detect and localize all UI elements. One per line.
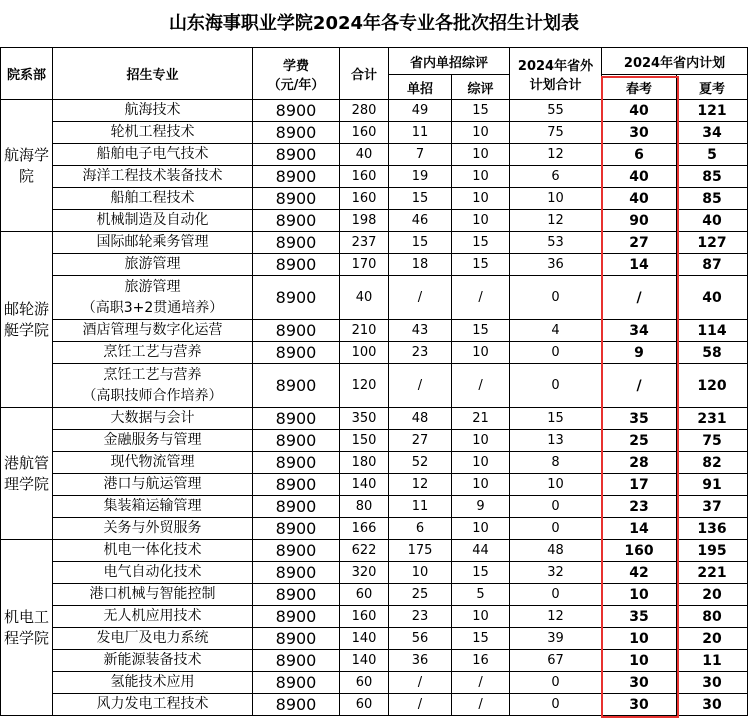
major-name: 轮机工程技术 [110,124,195,140]
fee-cell: 8900 [253,320,340,342]
total-cell: 140 [340,650,389,672]
outprov-cell: 0 [510,672,602,694]
total-cell: 80 [340,496,389,518]
summer-cell: 37 [677,496,748,518]
single-cell: 36 [389,650,452,672]
spring-cell: 10 [602,628,677,650]
major-name: 旅游管理 [124,256,181,272]
single-cell: 10 [389,562,452,584]
outprov-cell: 6 [510,166,602,188]
major-name: 风力发电工程技术 [96,696,209,712]
total-cell: 60 [340,672,389,694]
single-cell: 23 [389,606,452,628]
total-cell: 160 [340,122,389,144]
total-cell: 40 [340,144,389,166]
outprov-cell: 10 [510,474,602,496]
total-cell: 170 [340,254,389,276]
outprov-cell: 0 [510,584,602,606]
major-note: （高职3+2贯通培养） [81,299,224,316]
comprehensive-cell: 10 [452,210,510,232]
major-cell [53,584,253,606]
major-cell [53,562,253,584]
spring-cell: 27 [602,232,677,254]
total-cell: 622 [340,540,389,562]
major-cell [53,320,253,342]
major-name: 酒店管理与数字化运营 [82,322,223,338]
table-row [1,584,748,606]
single-cell: 43 [389,320,452,342]
header-total: 合计 [340,48,389,100]
table-row [1,408,748,430]
single-cell: 52 [389,452,452,474]
major-cell [53,408,253,430]
comprehensive-cell: 15 [452,628,510,650]
spring-cell: 35 [602,408,677,430]
total-cell: 40 [340,276,389,320]
comprehensive-cell: 15 [452,232,510,254]
total-cell: 120 [340,364,389,408]
major-cell [53,474,253,496]
spring-cell: / [602,276,677,320]
summer-cell: 11 [677,650,748,672]
major-cell [53,540,253,562]
table-row [1,562,748,584]
fee-cell: 8900 [253,584,340,606]
header-fee-line2: （元/年） [267,77,325,93]
major-name: 机电一体化技术 [103,542,202,558]
single-cell: 175 [389,540,452,562]
spring-cell: 42 [602,562,677,584]
header-outprov-line1: 2024年省外 [517,58,594,74]
outprov-cell: 75 [510,122,602,144]
outprov-cell: 67 [510,650,602,672]
summer-cell: 80 [677,606,748,628]
single-cell: 11 [389,496,452,518]
major-cell [53,628,253,650]
table-row [1,430,748,452]
fee-cell: 8900 [253,496,340,518]
table-row [1,188,748,210]
table-row [1,694,748,716]
total-cell: 166 [340,518,389,540]
total-cell: 60 [340,584,389,606]
major-note: （高职技师合作培养） [82,387,223,404]
major-name: 旅游管理 [124,278,181,295]
summer-cell: 34 [677,122,748,144]
summer-cell: 40 [677,276,748,320]
total-cell: 140 [340,628,389,650]
summer-cell: 195 [677,540,748,562]
major-name: 国际邮轮乘务管理 [96,234,209,250]
major-name: 烹饪工艺与营养 [103,344,202,360]
dept-name: 机电工程学院 [3,607,49,647]
outprov-cell: 13 [510,430,602,452]
major-cell [53,254,253,276]
major-cell [53,518,253,540]
table-row [1,320,748,342]
outprov-cell: 0 [510,694,602,716]
header-dept: 院系部 [1,48,53,100]
table-row [1,144,748,166]
comprehensive-cell: / [452,276,510,320]
outprov-cell: 10 [510,188,602,210]
comprehensive-cell: 21 [452,408,510,430]
comprehensive-cell: 10 [452,518,510,540]
total-cell: 160 [340,188,389,210]
major-name: 大数据与会计 [110,410,195,426]
comprehensive-cell: 10 [452,144,510,166]
major-name: 关务与外贸服务 [103,520,202,536]
single-cell: / [389,694,452,716]
fee-cell: 8900 [253,694,340,716]
major-name: 船舶电子电气技术 [96,146,209,162]
summer-cell: 127 [677,232,748,254]
comprehensive-cell: 44 [452,540,510,562]
comprehensive-cell: 10 [452,342,510,364]
summer-cell: 231 [677,408,748,430]
spring-cell: 35 [602,606,677,628]
summer-cell: 121 [677,100,748,122]
spring-cell: 23 [602,496,677,518]
fee-cell: 8900 [253,276,340,320]
spring-cell: 28 [602,452,677,474]
comprehensive-cell: 10 [452,606,510,628]
spring-cell: 14 [602,518,677,540]
table-row [1,496,748,518]
outprov-cell: 8 [510,452,602,474]
major-cell [53,100,253,122]
comprehensive-cell: 10 [452,430,510,452]
spring-cell: 10 [602,650,677,672]
outprov-cell: 0 [510,342,602,364]
single-cell: 12 [389,474,452,496]
summer-cell: 120 [677,364,748,408]
fee-cell: 8900 [253,100,340,122]
outprov-cell: 53 [510,232,602,254]
dept-cell [1,232,53,408]
fee-cell: 8900 [253,144,340,166]
dept-cell [1,408,53,540]
table-row [1,276,748,320]
fee-cell: 8900 [253,364,340,408]
comprehensive-cell: 9 [452,496,510,518]
comprehensive-cell: 15 [452,320,510,342]
single-cell: 56 [389,628,452,650]
outprov-cell: 12 [510,144,602,166]
table-row [1,210,748,232]
comprehensive-cell: 10 [452,452,510,474]
header-single: 单招 [389,75,452,100]
outprov-cell: 0 [510,364,602,408]
spring-cell: 14 [602,254,677,276]
single-cell: 15 [389,188,452,210]
single-cell: 46 [389,210,452,232]
spring-cell: 17 [602,474,677,496]
spring-cell: 34 [602,320,677,342]
comprehensive-cell: 10 [452,188,510,210]
major-cell [53,694,253,716]
total-cell: 210 [340,320,389,342]
comprehensive-cell: / [452,694,510,716]
summer-cell: 30 [677,694,748,716]
major-name: 港口与航运管理 [103,476,202,492]
fee-cell: 8900 [253,342,340,364]
summer-cell: 58 [677,342,748,364]
table-row [1,100,748,122]
spring-cell: 6 [602,144,677,166]
spring-cell: 40 [602,188,677,210]
total-cell: 198 [340,210,389,232]
spring-cell: 160 [602,540,677,562]
single-cell: / [389,364,452,408]
summer-cell: 87 [677,254,748,276]
total-cell: 320 [340,562,389,584]
fee-cell: 8900 [253,606,340,628]
comprehensive-cell: 15 [452,254,510,276]
outprov-cell: 36 [510,254,602,276]
fee-cell: 8900 [253,408,340,430]
dept-name: 航海学院 [3,145,49,185]
table-row [1,518,748,540]
total-cell: 140 [340,474,389,496]
single-cell: 6 [389,518,452,540]
comprehensive-cell: / [452,672,510,694]
total-cell: 160 [340,606,389,628]
comprehensive-cell: 16 [452,650,510,672]
summer-cell: 20 [677,584,748,606]
comprehensive-cell: 10 [452,122,510,144]
single-cell: / [389,276,452,320]
outprov-cell: 39 [510,628,602,650]
summer-cell: 85 [677,188,748,210]
spring-cell: 40 [602,100,677,122]
spring-cell: 90 [602,210,677,232]
major-cell [53,496,253,518]
fee-cell: 8900 [253,210,340,232]
fee-cell: 8900 [253,518,340,540]
dept-cell [1,540,53,716]
total-cell: 60 [340,694,389,716]
fee-cell: 8900 [253,166,340,188]
single-cell: 18 [389,254,452,276]
summer-cell: 82 [677,452,748,474]
major-name: 新能源装备技术 [103,652,202,668]
total-cell: 237 [340,232,389,254]
major-cell [53,210,253,232]
major-name: 海洋工程技术装备技术 [82,168,223,184]
page-title: 山东海事职业学院2024年各专业各批次招生计划表 [168,13,580,34]
table-row [1,628,748,650]
header-spring: 春考 [602,75,677,100]
summer-cell: 30 [677,672,748,694]
major-name: 航海技术 [124,102,181,118]
major-name: 发电厂及电力系统 [96,630,209,646]
fee-cell: 8900 [253,232,340,254]
comprehensive-cell: 5 [452,584,510,606]
fee-cell: 8900 [253,254,340,276]
summer-cell: 40 [677,210,748,232]
spring-cell: 25 [602,430,677,452]
table-row [1,452,748,474]
total-cell: 150 [340,430,389,452]
total-cell: 100 [340,342,389,364]
total-cell: 160 [340,166,389,188]
fee-cell: 8900 [253,474,340,496]
outprov-cell: 0 [510,276,602,320]
major-name: 集装箱运输管理 [103,498,202,514]
comprehensive-cell: 10 [452,166,510,188]
major-cell [53,606,253,628]
fee-cell: 8900 [253,122,340,144]
table-row [1,254,748,276]
outprov-cell: 48 [510,540,602,562]
major-cell [53,364,253,408]
table-row [1,672,748,694]
summer-cell: 5 [677,144,748,166]
outprov-cell: 55 [510,100,602,122]
major-cell [53,166,253,188]
outprov-cell: 32 [510,562,602,584]
header-summer: 夏考 [677,75,748,100]
spring-cell: 9 [602,342,677,364]
table-row [1,474,748,496]
comprehensive-cell: 15 [452,562,510,584]
fee-cell: 8900 [253,430,340,452]
fee-cell: 8900 [253,452,340,474]
major-name: 烹饪工艺与营养 [103,366,202,383]
fee-cell: 8900 [253,540,340,562]
single-cell: 48 [389,408,452,430]
comprehensive-cell: 10 [452,474,510,496]
dept-name: 港航管理学院 [3,453,49,493]
single-cell: 49 [389,100,452,122]
major-name: 机械制造及自动化 [96,212,209,228]
major-name: 电气自动化技术 [103,564,202,580]
header-major: 招生专业 [53,48,253,100]
single-cell: 11 [389,122,452,144]
major-cell [53,144,253,166]
major-cell [53,122,253,144]
spring-cell: 40 [602,166,677,188]
enrollment-plan-table [0,47,748,716]
summer-cell: 20 [677,628,748,650]
single-cell: / [389,672,452,694]
major-cell [53,342,253,364]
spring-cell: 30 [602,672,677,694]
major-name: 无人机应用技术 [103,608,202,624]
table-row [1,540,748,562]
header-comprehensive: 综评 [452,75,510,100]
dept-cell [1,100,53,232]
outprov-cell: 4 [510,320,602,342]
single-cell: 25 [389,584,452,606]
single-cell: 15 [389,232,452,254]
summer-cell: 75 [677,430,748,452]
header-inprov-plan: 2024年省内计划 [602,48,748,75]
summer-cell: 221 [677,562,748,584]
header-fee-line1: 学费 [282,58,309,74]
major-cell [53,276,253,320]
header-outprov-line2: 计划合计 [529,77,582,93]
major-cell [53,232,253,254]
total-cell: 350 [340,408,389,430]
major-cell [53,430,253,452]
major-name: 港口机械与智能控制 [89,586,216,602]
fee-cell: 8900 [253,628,340,650]
spring-cell: 10 [602,584,677,606]
major-cell [53,452,253,474]
spring-cell: / [602,364,677,408]
major-name: 金融服务与管理 [103,432,202,448]
outprov-cell: 12 [510,606,602,628]
header-fee [253,48,340,100]
fee-cell: 8900 [253,188,340,210]
major-name: 船舶工程技术 [110,190,195,206]
single-cell: 23 [389,342,452,364]
outprov-cell: 0 [510,518,602,540]
header-inprov-single: 省内单招综评 [389,48,510,75]
table-row [1,606,748,628]
spring-cell: 30 [602,694,677,716]
major-cell [53,650,253,672]
outprov-cell: 0 [510,496,602,518]
summer-cell: 136 [677,518,748,540]
table-body [1,100,748,716]
comprehensive-cell: / [452,364,510,408]
major-name: 氢能技术应用 [110,674,195,690]
table-row [1,232,748,254]
major-cell [53,188,253,210]
single-cell: 27 [389,430,452,452]
table-row [1,122,748,144]
comprehensive-cell: 15 [452,100,510,122]
table-row [1,364,748,408]
total-cell: 180 [340,452,389,474]
summer-cell: 91 [677,474,748,496]
total-cell: 280 [340,100,389,122]
single-cell: 7 [389,144,452,166]
table-row [1,342,748,364]
summer-cell: 85 [677,166,748,188]
single-cell: 19 [389,166,452,188]
summer-cell: 114 [677,320,748,342]
dept-name: 邮轮游艇学院 [3,299,49,339]
header-outprov [510,48,602,100]
outprov-cell: 15 [510,408,602,430]
major-name: 现代物流管理 [110,454,195,470]
fee-cell: 8900 [253,562,340,584]
outprov-cell: 12 [510,210,602,232]
fee-cell: 8900 [253,650,340,672]
fee-cell: 8900 [253,672,340,694]
spring-cell: 30 [602,122,677,144]
major-cell [53,672,253,694]
table-row [1,650,748,672]
table-row [1,166,748,188]
